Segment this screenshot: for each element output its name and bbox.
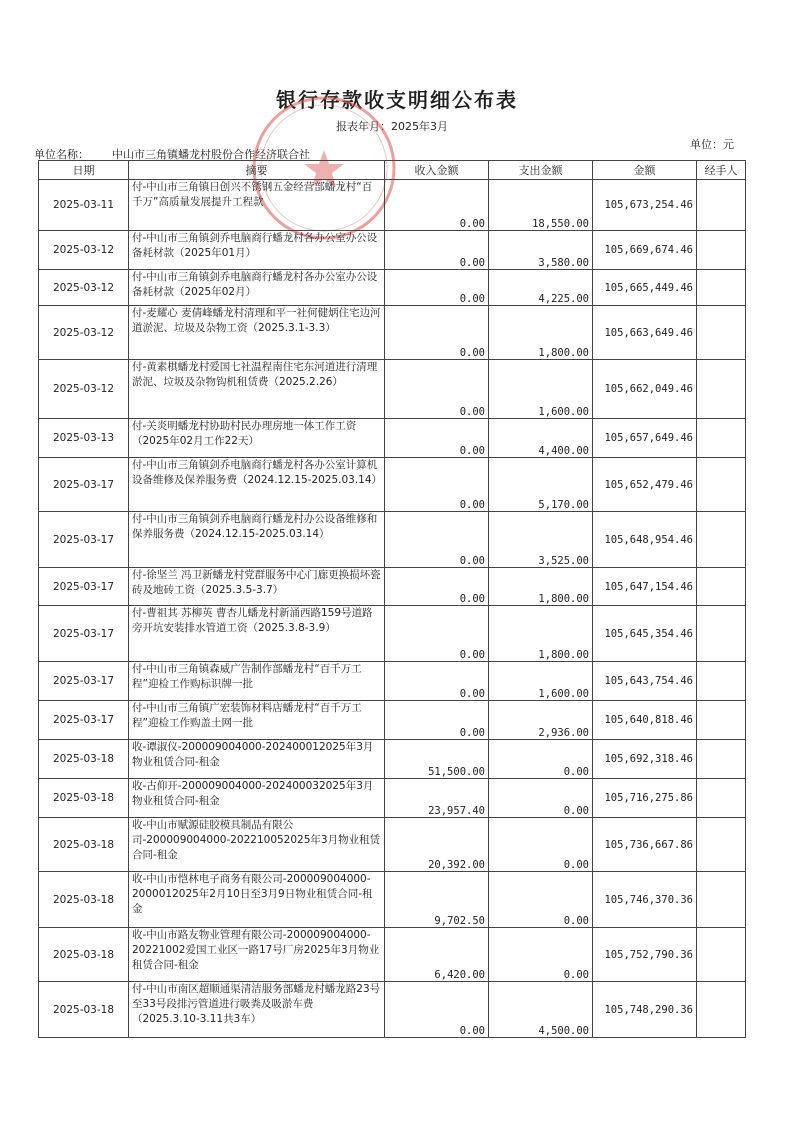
cell-balance: 105,663,649.46 [593,306,697,360]
column-header-income: 收入金额 [385,161,489,180]
table-row [39,568,746,606]
table-row [39,270,746,306]
cell-income: 0.00 [385,360,489,419]
table-row [39,458,746,512]
cell-handler [697,419,746,458]
cell-balance: 105,736,667.86 [593,818,697,872]
cell-summary: 收-中山市路友物业管理有限公司-200009004000-20221002爱国工业区一路17号厂房2025年3月物业租赁合同-租金 [129,928,385,982]
cell-handler [697,606,746,662]
cell-income: 0.00 [385,982,489,1038]
cell-date: 2025-03-17 [39,606,129,662]
cell-summary: 收-中山市恺林电子商务有限公司-200009004000-2000012025年2月10日至3月9日物业租赁合同-租金 [129,872,385,928]
cell-expense: 4,225.00 [489,270,593,306]
cell-handler [697,928,746,982]
cell-income: 51,500.00 [385,740,489,779]
cell-date: 2025-03-18 [39,818,129,872]
cell-date: 2025-03-11 [39,180,129,231]
cell-date: 2025-03-17 [39,512,129,568]
cell-date: 2025-03-17 [39,458,129,512]
cell-date: 2025-03-18 [39,740,129,779]
cell-balance: 105,657,649.46 [593,419,697,458]
cell-expense: 3,580.00 [489,231,593,270]
cell-expense: 0.00 [489,818,593,872]
cell-income: 0.00 [385,231,489,270]
cell-handler [697,982,746,1038]
cell-balance: 105,648,954.46 [593,512,697,568]
cell-summary: 付-中山市三角镇日创兴不锈钢五金经营部蟠龙村“百千万”高质量发展提升工程款 [129,180,385,231]
cell-handler [697,779,746,818]
cell-expense: 1,800.00 [489,568,593,606]
ledger-table [38,160,746,1038]
cell-summary: 收-中山市赋源硅胶模具制品有限公司-200009004000-202210052025年3月物业租赁合同-租金 [129,818,385,872]
cell-expense: 0.00 [489,740,593,779]
table-row [39,928,746,982]
cell-income: 0.00 [385,606,489,662]
cell-expense: 1,600.00 [489,360,593,419]
cell-balance: 105,643,754.46 [593,662,697,701]
table-row [39,818,746,872]
cell-balance: 105,640,818.46 [593,701,697,740]
cell-income: 0.00 [385,270,489,306]
cell-expense: 4,500.00 [489,982,593,1038]
cell-summary: 付-中山市三角镇剑乔电脑商行蟠龙村各办公室计算机设备维修及保养服务费（2024.12.15-2025.03.14） [129,458,385,512]
cell-summary: 付-中山市南区超顺通渠清洁服务部蟠龙村蟠龙路23号至33号段排污管道进行吸粪及吸淤车费（2025.3.10-3.11共3车） [129,982,385,1038]
cell-balance: 105,652,479.46 [593,458,697,512]
cell-handler [697,662,746,701]
table-row [39,360,746,419]
cell-balance: 105,645,354.46 [593,606,697,662]
cell-expense: 4,400.00 [489,419,593,458]
cell-expense: 1,800.00 [489,306,593,360]
cell-summary: 收-谭淑仪-200009004000-202400012025年3月物业租赁合同-租金 [129,740,385,779]
table-row [39,872,746,928]
unit-label: 单位名称： [34,148,89,161]
column-header-summary: 摘要 [129,161,385,180]
cell-summary: 付-黄素棋蟠龙村爱国七社温程南住宅东河道进行清理淤泥、垃圾及杂物钩机租赁费（2025.2.26） [129,360,385,419]
column-header-expense: 支出金额 [489,161,593,180]
cell-summary: 付-麦耀心 麦倩峰蟠龙村清理和平一社何健炳住宅边河道淤泥、垃圾及杂物工资（2025.3.1-3.3） [129,306,385,360]
table-row [39,779,746,818]
cell-income: 0.00 [385,180,489,231]
cell-income: 0.00 [385,419,489,458]
cell-date: 2025-03-12 [39,270,129,306]
cell-balance: 105,662,049.46 [593,360,697,419]
cell-handler [697,740,746,779]
table-row [39,701,746,740]
cell-handler [697,231,746,270]
cell-expense: 0.00 [489,928,593,982]
cell-summary: 付-曹祖其 苏柳英 曹杏儿蟠龙村新涌西路159号道路旁开坑安装排水管道工资（2025.3.8-3.9） [129,606,385,662]
cell-handler [697,458,746,512]
cell-summary: 收-古仰开-200009004000-202400032025年3月物业租赁合同-租金 [129,779,385,818]
column-header-date: 日期 [39,161,129,180]
report-month: 报表年月：2025年3月 [336,120,448,133]
cell-balance: 105,716,275.86 [593,779,697,818]
cell-handler [697,270,746,306]
cell-expense: 1,600.00 [489,662,593,701]
cell-summary: 付-中山市三角镇森威广告制作部蟠龙村“百千万工程”迎检工作购标识牌一批 [129,662,385,701]
cell-summary: 付-中山市三角镇剑乔电脑商行蟠龙村办公设备维修和保养服务费（2024.12.15-2025.03.14） [129,512,385,568]
cell-expense: 18,550.00 [489,180,593,231]
cell-date: 2025-03-17 [39,701,129,740]
cell-income: 0.00 [385,568,489,606]
cell-handler [697,701,746,740]
cell-date: 2025-03-12 [39,306,129,360]
cell-balance: 105,673,254.46 [593,180,697,231]
cell-income: 0.00 [385,662,489,701]
cell-date: 2025-03-18 [39,779,129,818]
table-row [39,306,746,360]
cell-balance: 105,665,449.46 [593,270,697,306]
cell-income: 0.00 [385,701,489,740]
cell-expense: 3,525.00 [489,512,593,568]
cell-handler [697,306,746,360]
cell-expense: 0.00 [489,872,593,928]
currency-unit: 单位：元 [690,138,734,151]
cell-date: 2025-03-17 [39,662,129,701]
cell-expense: 0.00 [489,779,593,818]
cell-summary: 付-中山市三角镇广宏装饰材料店蟠龙村“百千万工程”迎检工作购盖土网一批 [129,701,385,740]
cell-expense: 5,170.00 [489,458,593,512]
cell-date: 2025-03-12 [39,360,129,419]
cell-summary: 付-中山市三角镇剑乔电脑商行蟠龙村各办公室办公设备耗材款（2025年01月） [129,231,385,270]
unit-name: 中山市三角镇蟠龙村股份合作经济联合社 [112,148,310,161]
table-row [39,180,746,231]
table-row [39,662,746,701]
cell-handler [697,512,746,568]
cell-summary: 付-徐坚兰 冯卫新蟠龙村党群服务中心门廊更换损坏瓷砖及地砖工资（2025.3.5-3.7） [129,568,385,606]
cell-expense: 2,936.00 [489,701,593,740]
column-header-handler: 经手人 [697,161,746,180]
cell-balance: 105,748,290.36 [593,982,697,1038]
cell-balance: 105,692,318.46 [593,740,697,779]
cell-income: 9,702.50 [385,872,489,928]
cell-income: 0.00 [385,306,489,360]
cell-income: 6,420.00 [385,928,489,982]
table-row [39,606,746,662]
cell-handler [697,568,746,606]
cell-expense: 1,800.00 [489,606,593,662]
cell-date: 2025-03-13 [39,419,129,458]
table-row [39,740,746,779]
table-row [39,419,746,458]
cell-handler [697,360,746,419]
cell-handler [697,818,746,872]
cell-summary: 付-中山市三角镇剑乔电脑商行蟠龙村各办公室办公设备耗材款（2025年02月） [129,270,385,306]
cell-income: 23,957.40 [385,779,489,818]
cell-date: 2025-03-18 [39,928,129,982]
cell-balance: 105,752,790.36 [593,928,697,982]
column-header-balance: 金额 [593,161,697,180]
cell-income: 0.00 [385,512,489,568]
cell-income: 0.00 [385,458,489,512]
cell-balance: 105,647,154.46 [593,568,697,606]
cell-balance: 105,669,674.46 [593,231,697,270]
cell-balance: 105,746,370.36 [593,872,697,928]
cell-handler [697,872,746,928]
cell-income: 20,392.00 [385,818,489,872]
table-row [39,512,746,568]
cell-handler [697,180,746,231]
cell-date: 2025-03-18 [39,982,129,1038]
table-row [39,982,746,1038]
cell-date: 2025-03-17 [39,568,129,606]
cell-date: 2025-03-12 [39,231,129,270]
table-header-row [39,161,746,180]
cell-summary: 付-关炎明蟠龙村协助村民办理房地一体工作工资（2025年02月工作22天） [129,419,385,458]
page-title: 银行存款收支明细公布表 [276,88,518,112]
cell-date: 2025-03-18 [39,872,129,928]
table-row [39,231,746,270]
